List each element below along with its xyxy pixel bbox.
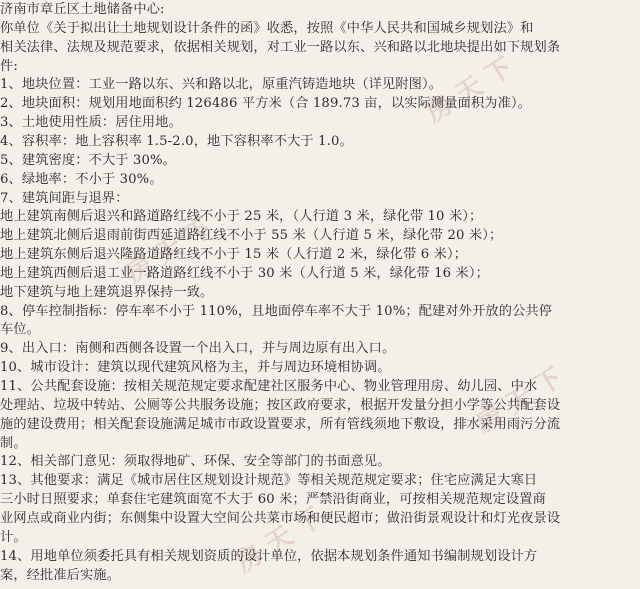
text-line: 10、城市设计：建筑以现代建筑风格为主，并与周边环境相协调。	[0, 360, 391, 376]
watermark: 房 天 下	[230, 502, 329, 579]
text-line: 地上建筑北侧后退雨前街西延道路红线不小于 55 米（人行道 5 米，绿化带 20 米）；	[0, 228, 503, 244]
text-line: 案，经批准后实施。	[0, 567, 121, 583]
watermark: 房 天 下	[120, 212, 219, 289]
text-line: 车位。	[0, 322, 41, 338]
text-line: 1、地块位置：工业一路以东、兴和路以北，原重汽铸造地块（详见附图）。	[0, 77, 443, 93]
text-line: 12、相关部门意见：须取得地矿、环保、安全等部门的书面意见。	[0, 454, 391, 470]
text-line: 13、其他要求：满足《城市居住区规划设计规范》等相关规范规定要求；住宅应满足大寒日	[0, 473, 538, 489]
text-line: 地上建筑南侧后退兴和路道路红线不小于 25 米，（人行道 3 米，绿化带 10 米）；	[0, 209, 483, 225]
text-line: 6、绿地率：不小于 30%。	[0, 171, 163, 187]
text-line: 三小时日照要求；单套住宅建筑面宽不大于 60 米；严禁沿街商业，可按相关规范规定设置商	[0, 492, 546, 508]
watermark: 房 天 下	[420, 52, 519, 129]
text-line: 14、用地单位须委托具有相关规划资质的设计单位，依据本规划条件通知书编制规划设计方	[0, 548, 538, 564]
text-line: 9、出入口：南侧和西侧各设置一个出入口，并与周边原有出入口。	[0, 341, 396, 357]
text-line: 7、建筑间距与退界：	[0, 190, 129, 206]
text-line: 地上建筑东侧后退兴隆路道路红线不小于 15 米（人行道 2 米，绿化带 6 米）；	[0, 247, 468, 263]
watermark: 房 天 下	[470, 362, 569, 439]
text-line: 地上建筑西侧后退工业一路道路红线不小于 30 米（人行道 5 米，绿化带 16 米）；	[0, 265, 489, 281]
text-line: 制。	[0, 435, 27, 451]
text-line: 计。	[0, 529, 27, 545]
addressee-line: 济南市章丘区土地储备中心:	[0, 2, 165, 17]
text-line: 3、土地使用性质：居住用地。	[0, 115, 182, 131]
text-line: 2、地块面积：规划用地面积约 126486 平方米（合 189.73 亩，以实际测量面积为准）。	[0, 96, 532, 112]
text-line: 施的建设费用；相关配套设施满足城市市政设置要求，所有管线须地下敷设，排水采用雨污分流	[0, 416, 561, 432]
text-line: 11、公共配套设施：按相关规范规定要求配建社区服务中心、物业管理用房、幼儿园、中水	[0, 379, 538, 394]
text-line: 8、停车控制指标：停车率不小于 110%，且地面停车率不大于 10%；配建对外开放的公共停	[0, 303, 553, 319]
text-line: 4、容积率：地上容积率 1.5-2.0，地下容积率不大于 1.0。	[0, 133, 353, 149]
text-line: 业网点或商业内街；东侧集中设置大空间公共菜市场和便民超市；做沿街景观设计和灯光夜景设	[0, 510, 561, 526]
text-line: 件:	[0, 58, 18, 74]
text-line: 相关法律、法规及规范要求，依据相关规划，对工业一路以东、兴和路以北地块提出如下规划条	[0, 39, 561, 55]
text-line: 地下建筑与地上建筑退界保持一致。	[0, 284, 214, 300]
text-line: 处理站、垃圾中转站、公厕等公共服务设施；按区政府要求，根据开发量分担小学等公共配套设	[0, 397, 561, 413]
text-line: 5、建筑密度：不大于 30%。	[0, 152, 177, 168]
text-line: 你单位《关于拟出让土地规划设计条件的函》收悉，按照《中华人民共和国城乡规划法》和	[0, 20, 534, 36]
